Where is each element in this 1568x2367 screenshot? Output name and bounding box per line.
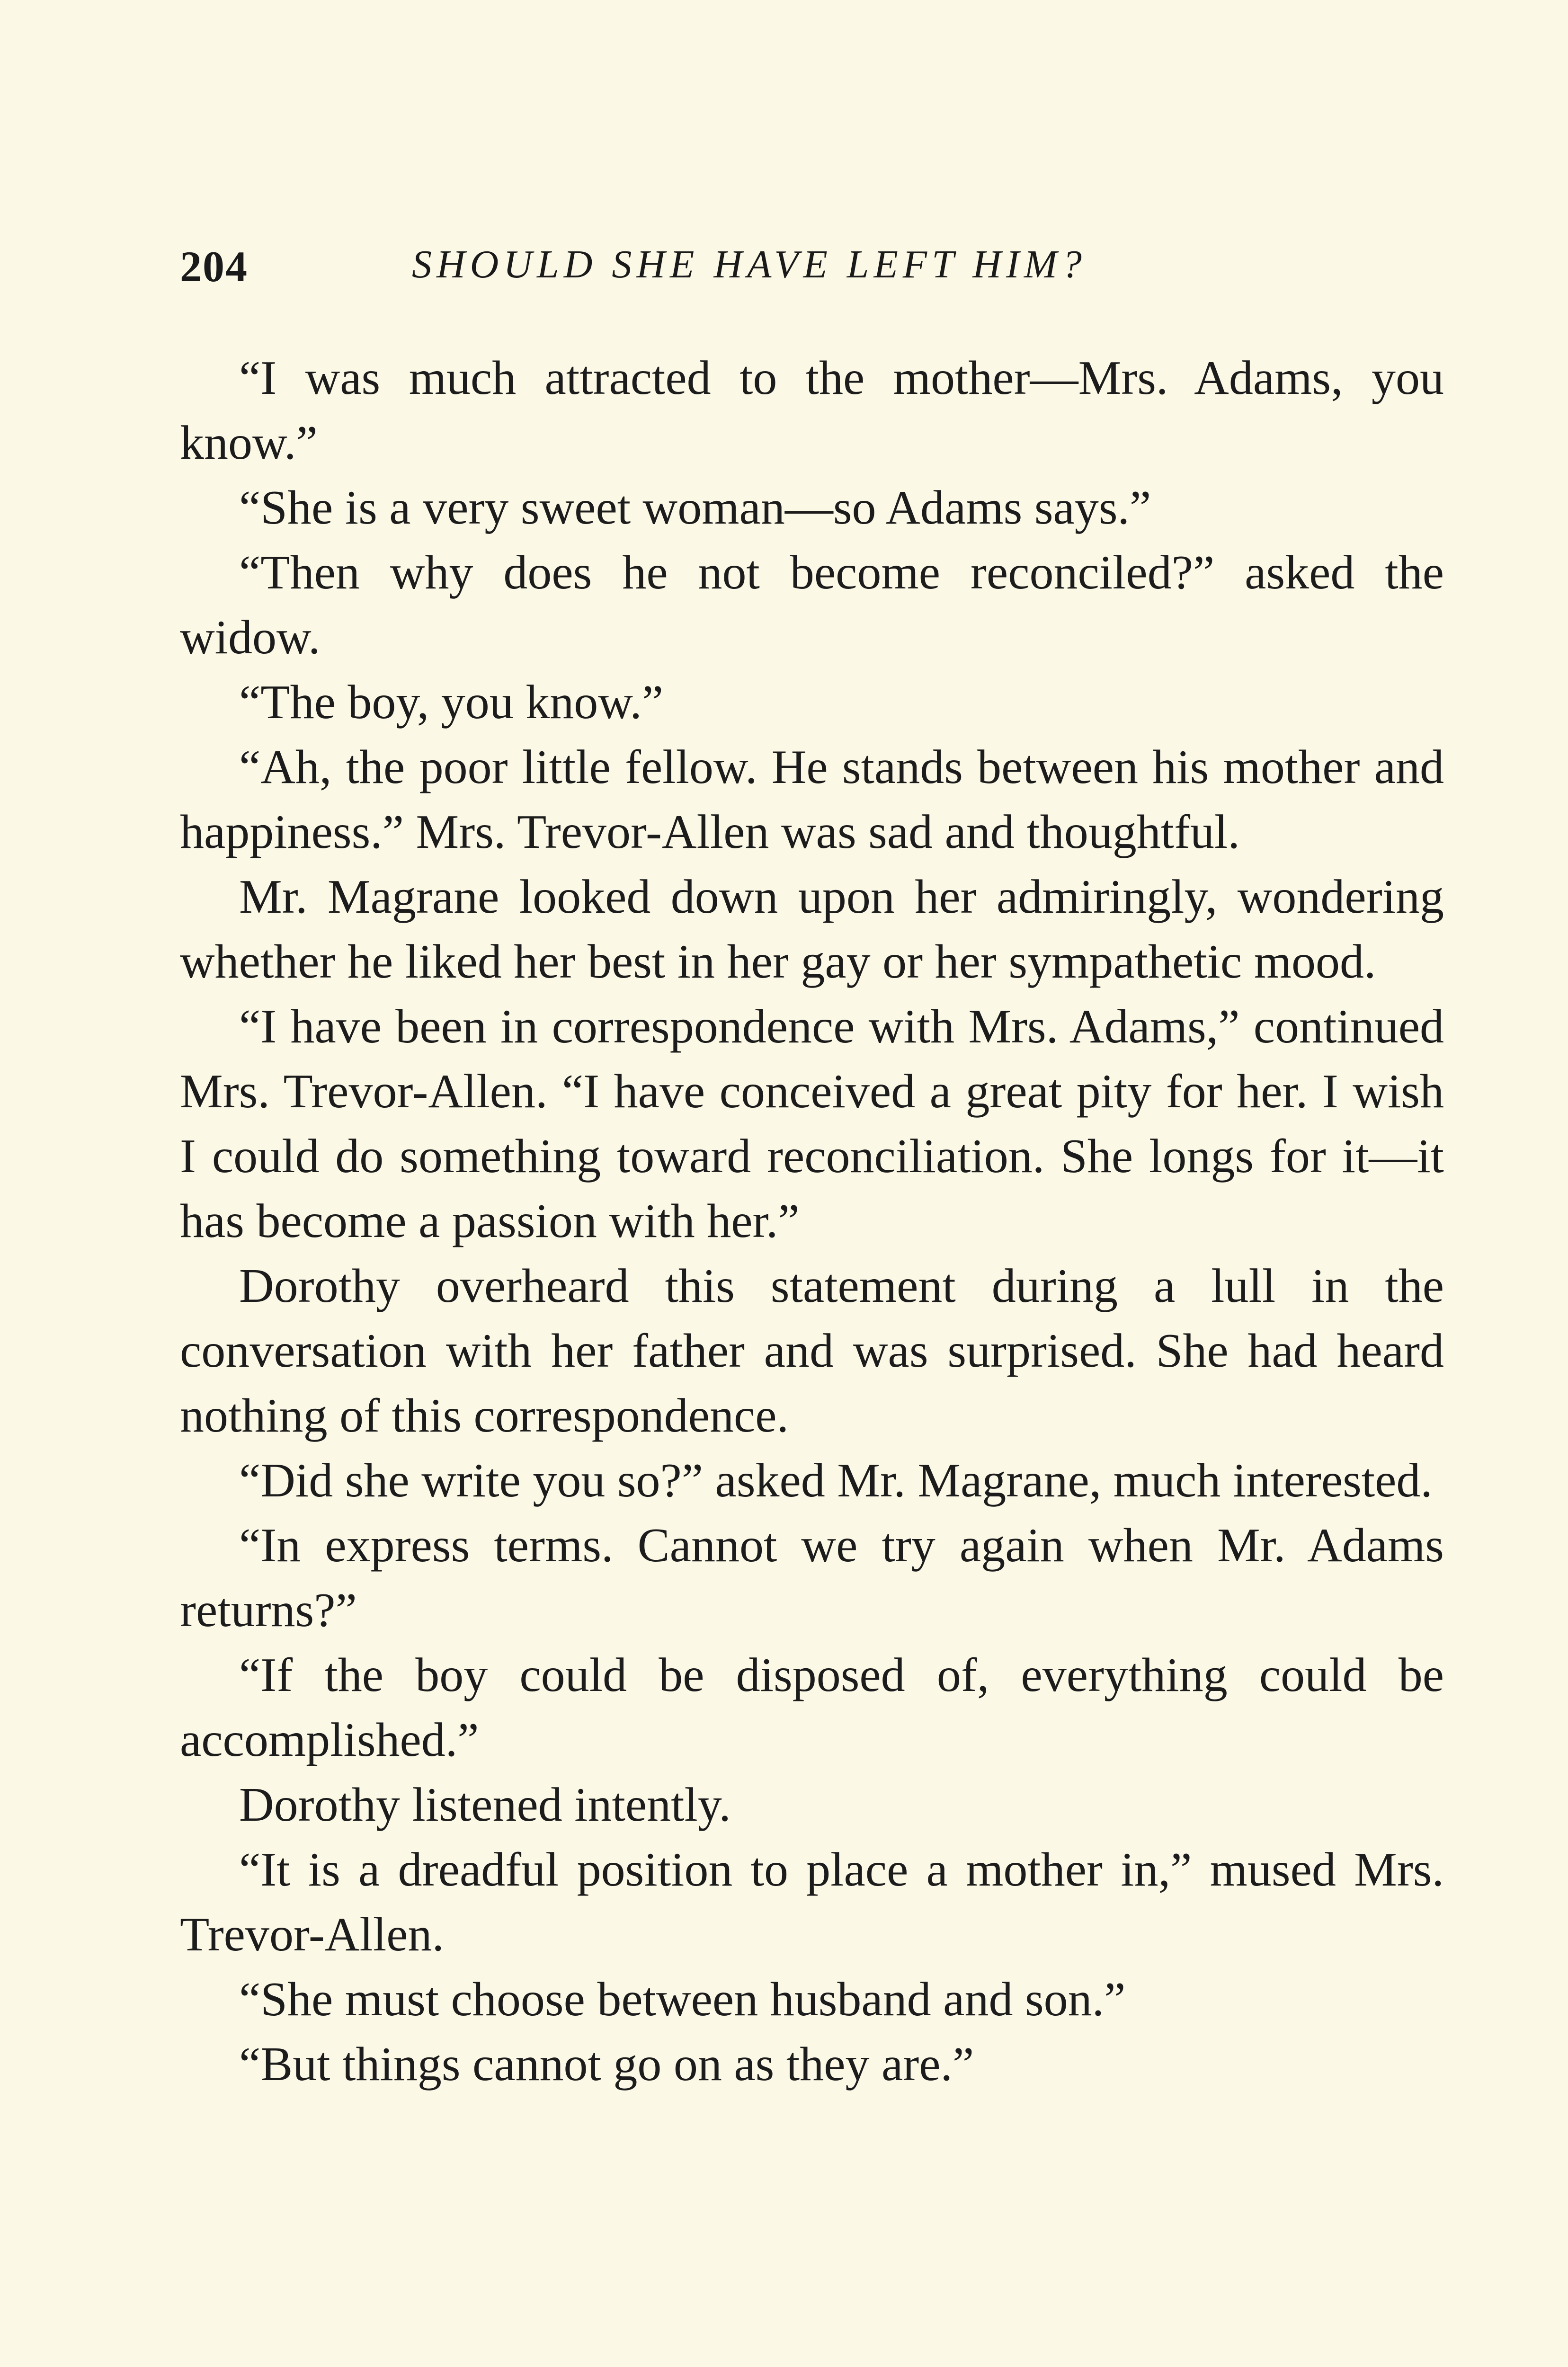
- running-head: SHOULD SHE HAVE LEFT HIM?: [412, 242, 1087, 286]
- paragraph: “I have been in correspondence with Mrs. Adams,” continued Mrs. Trevor-Allen. “I have conceived a great pity for her. I wish I could do something toward reconciliation. She longs for it—it has become a passion with her.”: [180, 1000, 1444, 1248]
- paragraph: Dorothy listened intently.: [239, 1778, 731, 1832]
- paragraph: “She must choose between husband and son.”: [239, 1973, 1126, 2026]
- paragraph: “Then why does he not become reconciled?” asked the widow.: [180, 546, 1444, 664]
- page-number: 204: [180, 242, 248, 291]
- paragraph: “If the boy could be disposed of, everything could be accomplished.”: [180, 1648, 1444, 1767]
- paragraph: “She is a very sweet woman—so Adams says.”: [239, 481, 1151, 534]
- paragraph: “The boy, you know.”: [239, 676, 664, 729]
- paragraph: “In express terms. Cannot we try again when Mr. Adams returns?”: [180, 1519, 1444, 1637]
- paragraph: Dorothy overheard this statement during a lull in the conversation with her father and was surprised. She had heard nothing of this correspondence.: [180, 1259, 1444, 1442]
- paragraph: “I was much attracted to the mother—Mrs. Adams, you know.”: [180, 351, 1444, 470]
- paragraph: Mr. Magrane looked down upon her admiringly, wondering whether he liked her best in her gay or her sympathetic mood.: [180, 870, 1444, 988]
- paragraph: “It is a dreadful position to place a mother in,” mused Mrs. Trevor-Allen.: [180, 1843, 1444, 1961]
- paragraph: “But things cannot go on as they are.”: [239, 2038, 974, 2091]
- body-text: [180, 346, 1444, 2097]
- page-header: [180, 241, 1434, 303]
- paragraph: “Did she write you so?” asked Mr. Magrane, much interested.: [239, 1454, 1433, 1507]
- paragraph: “Ah, the poor little fellow. He stands between his mother and happiness.” Mrs. Trevor-Allen was sad and thoughtful.: [180, 740, 1444, 859]
